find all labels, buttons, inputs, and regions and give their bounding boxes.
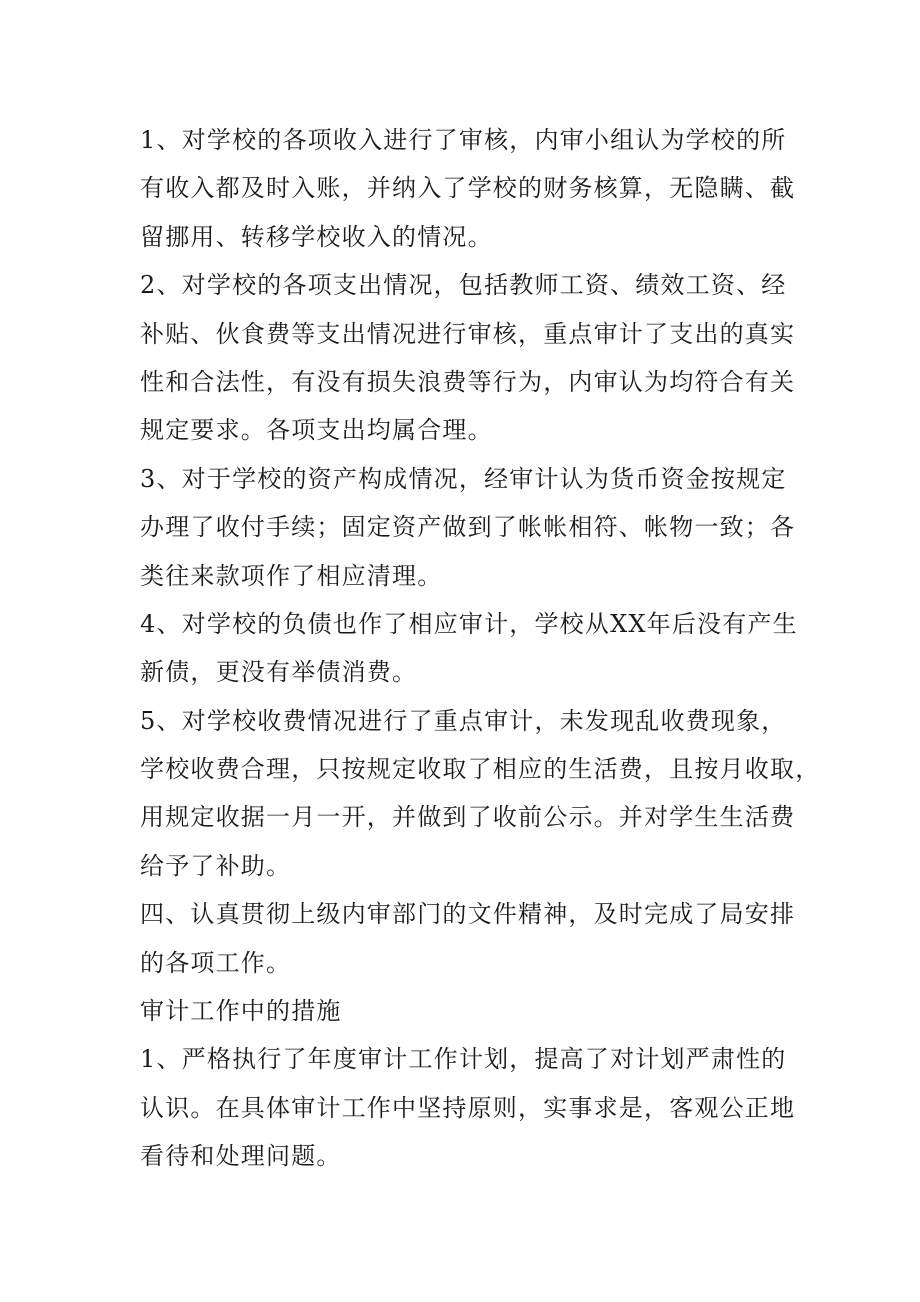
paragraph-expenditure-audit xyxy=(140,261,796,455)
text-line: 四、认真贯彻上级内审部门的文件精神，及时完成了局安排 xyxy=(140,900,796,929)
text-line: 用规定收据一月一开，并做到了收前公示。并对学生生活费 xyxy=(140,803,796,832)
heading-line: 审计工作中的措施 xyxy=(140,997,342,1026)
text-line: 4、对学校的负债也作了相应审计，学校从XX年后没有产生 xyxy=(140,609,798,638)
paragraph-section-four xyxy=(140,890,796,987)
text-line: 学校收费合理，只按规定收取了相应的生活费，且按月收取， xyxy=(140,755,821,784)
text-line: 认识。在具体审计工作中坚持原则，实事求是，客观公正地 xyxy=(140,1093,796,1122)
text-line: 有收入都及时入账，并纳入了学校的财务核算，无隐瞒、截 xyxy=(140,174,796,203)
text-line: 类往来款项作了相应清理。 xyxy=(140,561,443,590)
paragraph-debt-audit xyxy=(140,600,798,697)
paragraph-fee-audit xyxy=(140,697,821,891)
text-line: 2、对学校的各项支出情况，包括教师工资、绩效工资、经 xyxy=(140,271,787,300)
section-heading-measures xyxy=(140,987,782,1035)
text-line: 补贴、伙食费等支出情况进行审核，重点审计了支出的真实 xyxy=(140,319,796,348)
text-line: 规定要求。各项支出均属合理。 xyxy=(140,416,493,445)
text-line: 性和合法性，有没有损失浪费等行为，内审认为均符合有关 xyxy=(140,367,796,396)
paragraph-asset-audit xyxy=(140,455,796,600)
paragraph-measure-one xyxy=(140,1035,796,1180)
text-line: 留挪用、转移学校收入的情况。 xyxy=(140,222,493,251)
text-line: 看待和处理问题。 xyxy=(140,1142,342,1171)
text-line: 办理了收付手续；固定资产做到了帐帐相符、帐物一致；各 xyxy=(140,513,796,542)
text-line: 给予了补助。 xyxy=(140,851,292,880)
text-line: 1、对学校的各项收入进行了审核，内审小组认为学校的所 xyxy=(140,126,787,154)
paragraph-income-audit xyxy=(140,116,796,261)
text-line: 5、对学校收费情况进行了重点审计，未发现乱收费现象， xyxy=(140,706,787,735)
text-line: 的各项工作。 xyxy=(140,948,292,977)
text-line: 1、严格执行了年度审计工作计划，提高了对计划严肃性的 xyxy=(140,1045,787,1074)
text-line: 3、对于学校的资产构成情况，经审计认为货币资金按规定 xyxy=(140,464,787,493)
document-body xyxy=(140,116,821,1181)
text-line: 新债，更没有举债消费。 xyxy=(140,658,418,687)
